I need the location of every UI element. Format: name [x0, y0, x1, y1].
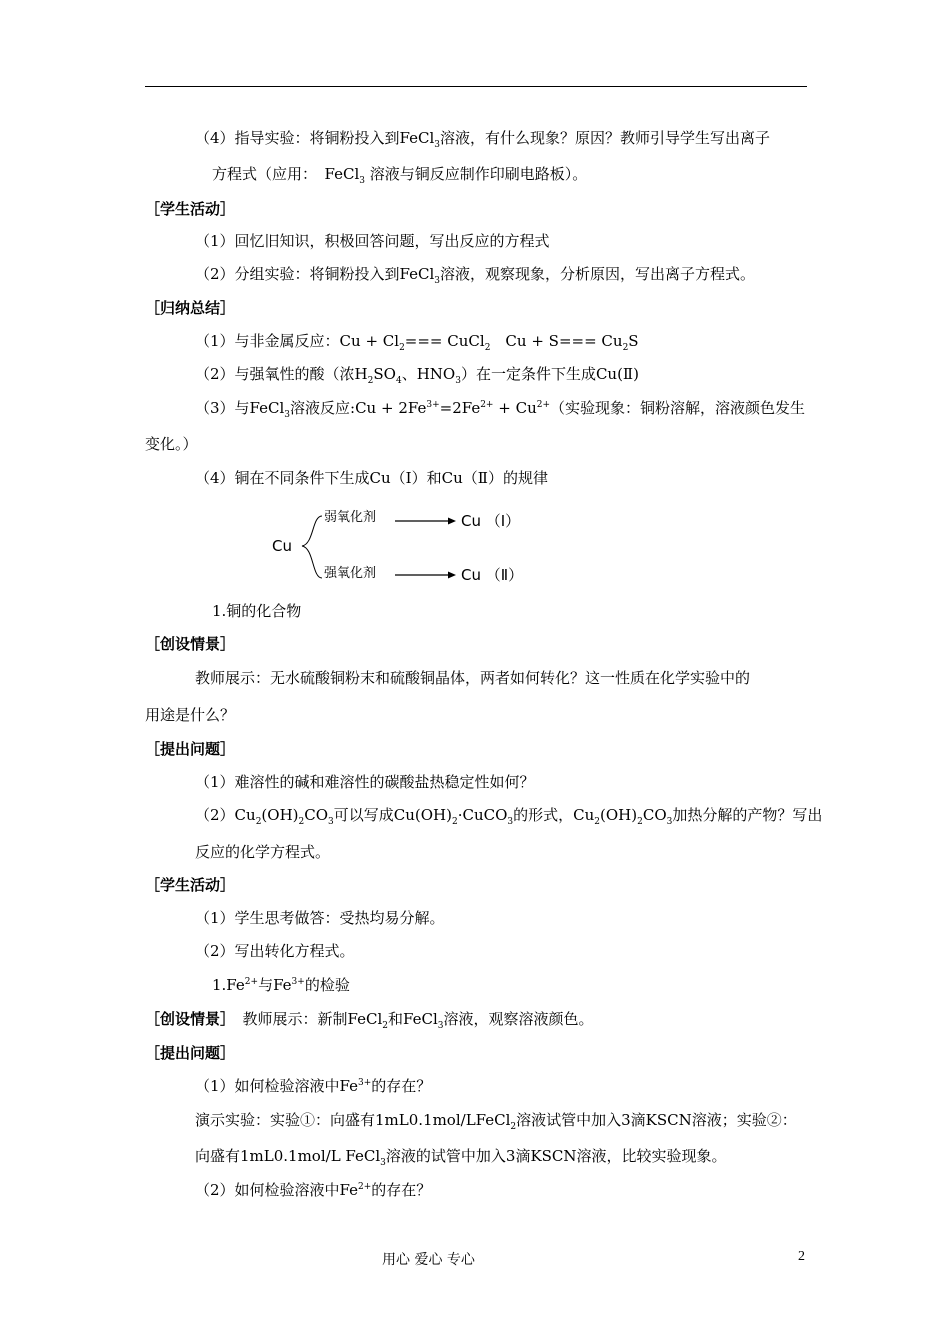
section-heading: ［学生活动］	[145, 200, 236, 218]
text-line: （1）与非金属反应：$Cu + Cl_2===$ CuCl$_2$ $Cu + S=== Cu_2S$	[195, 332, 639, 353]
section-heading: ［学生活动］	[145, 876, 236, 894]
copper-reaction-diagram	[260, 500, 560, 595]
arrow-head-icon	[448, 572, 456, 579]
arrow-head-icon	[448, 518, 456, 525]
text-line: （4）铜在不同条件下生成Cu（Ⅰ）和Cu（Ⅱ）的规律	[195, 469, 548, 487]
text-line: $1.Fe^{2+}$与$Fe^{3+}$的检验	[212, 976, 350, 994]
text-line: （3）与FeCl$_3$溶液反应:Cu + $2Fe^{3+}=2Fe^{2+} + Cu^{2+}$（实验现象：铜粉溶解，溶液颜色发生	[195, 399, 806, 420]
brace	[302, 516, 322, 578]
section-heading: ［创设情景］	[145, 635, 236, 653]
text-line: 1.铜的化合物	[212, 602, 302, 620]
section-heading: ［归纳总结］	[145, 299, 236, 317]
text-line: 变化。）	[145, 435, 198, 453]
text-line: （1）学生思考做答：受热均易分解。	[195, 909, 445, 927]
text-line: （1）回忆旧知识，积极回答问题，写出反应的方程式	[195, 232, 550, 250]
section-heading: ［提出问题］	[145, 740, 236, 758]
header-rule	[145, 86, 807, 87]
text-line: （1）难溶性的碱和难溶性的碳酸盐热稳定性如何？	[195, 773, 535, 791]
text-line: （1）如何检验溶液中$Fe^{3+}$的存在？	[195, 1077, 432, 1095]
strong-oxidizer-label: 强氧化剂	[324, 566, 377, 581]
text-line: $(2)Cu_2(OH)_2CO_3$可以写成$Cu(OH)_2\cdot CuCO_3$的形式，$Cu_2(OH)_2CO_3$加热分解的产物？写出	[195, 806, 823, 827]
text-line: （2）如何检验溶液中$Fe^{2+}$的存在？	[195, 1181, 432, 1199]
text-line: ［创设情景］ 教师展示：新制FeCl$_2$和FeCl$_3$溶液，观察溶液颜色。	[145, 1010, 594, 1031]
section-heading: ［提出问题］	[145, 1044, 236, 1062]
diagram-source: Cu	[272, 537, 292, 555]
footer-text: 用心 爱心 专心	[382, 1252, 475, 1268]
text-line: （2）写出转化方程式。	[195, 942, 355, 960]
text-line: 方程式（应用： FeCl$_3$ 溶液与铜反应制作印刷电路板）。	[212, 165, 588, 186]
product-strong: Cu （Ⅱ）	[461, 566, 524, 584]
product-weak: Cu （Ⅰ）	[461, 512, 521, 530]
text-line: 演示实验：实验①：向盛有1mL0.1mol/LFeCl$_2$溶液试管中加入3滴KSCN溶液；实验②：	[195, 1111, 797, 1132]
text-line: （2）与强氧性的酸（浓$H_2SO_4$、$HNO_3$）在一定条件下生成Cu(Ⅱ)	[195, 365, 639, 386]
text-line: 用途是什么？	[145, 706, 236, 724]
text-line: （2）分组实验：将铜粉投入到FeCl$_3$溶液，观察现象，分析原因，写出离子方程式。	[195, 265, 756, 286]
page-number: 2	[798, 1249, 805, 1264]
text-line: 反应的化学方程式。	[195, 843, 331, 861]
text-line: 向盛有1mL0.1mol/L FeCl$_3$溶液的试管中加入3滴KSCN溶液，比较实验现象。	[195, 1147, 727, 1168]
text-line: （4）指导实验：将铜粉投入到FeCl$_3$溶液，有什么现象？原因？教师引导学生写出离子	[195, 129, 771, 150]
section-heading: ［创设情景］	[145, 1010, 228, 1028]
weak-oxidizer-label: 弱氧化剂	[324, 510, 377, 525]
text-line: 教师展示：无水硫酸铜粉末和硫酸铜晶体，两者如何转化？这一性质在化学实验中的	[195, 669, 751, 687]
